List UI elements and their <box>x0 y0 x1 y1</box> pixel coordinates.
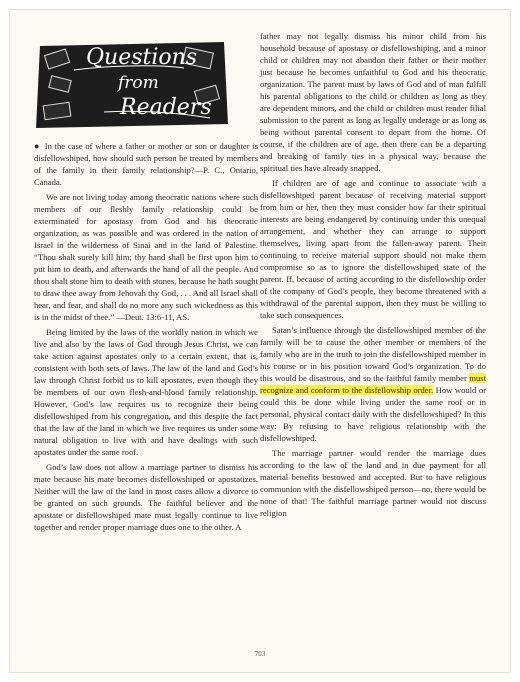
answer-paragraph-1: We are not living today among theocratic nations where such members of our fleshly family relationship could be exterminated for apostasy from God and his theocratic organization, as was possible and was ordered in the nation of Israel in the wilderness of Sinai and in the land of Palestine. “Thou shalt surely kill him; thy hand shall be first upon him to put him to death, and afterwards the hand of all the people. And thou shalt stone him to death with stones, because he hath sought to draw thee away from Jehovah thy God, . . . And all Israel shall hear, and fear, and shall do no more any such wickedness as this is in the midst of thee.” —Deut. 13:6-11, AS. <box>34 192 258 322</box>
highlighted-text: must recognize and conform to the disfellowship order. <box>260 373 486 395</box>
answer-paragraph-6 <box>260 324 486 444</box>
bullet-icon: ● <box>34 141 41 151</box>
magazine-page <box>10 10 510 672</box>
paragraph-text: Satan’s influence through the disfellowshiped member of the family will be to cause the other member or members of the family who are in the truth to join the disfellowshiped member in his course or in his position toward God’s organization. To do this would be disastrous, and so the faithful family member <box>260 325 486 383</box>
banner-line-readers: Readers <box>120 95 212 120</box>
banner-line-from: from <box>118 73 159 93</box>
answer-paragraph-4: father may not legally dismiss his minor child from his household because of apostasy or disfellowshiping, and a minor child or children may not abandon their father or their mother just because he becomes unfaithful to God and his theocratic organization. The parent must by laws of God and of man fulfill his parental obligations to the child or children as long as they are dependent minors, and the child or children must render filial submission to the parent as long as legally underage or as long as being without parental consent to depart from the home. Of course, if the children are of age, then there can be a departing and breaking of family ties in a physical way, because the spiritual ties have already snapped. <box>260 31 486 173</box>
reader-question <box>34 140 258 188</box>
question-text: In the case of where a father or mother or son or daughter is disfellowshiped, how should such person be treated by members of the family in their family relationship?—P. C., Ontario, Canada. <box>34 141 259 187</box>
right-column <box>260 30 486 522</box>
answer-paragraph-7: The marriage partner would render the marriage dues according to the law of the land and in due payment for all material benefits bestowed and accepted. But to have religious communion with the disfellowshiped person—no, there would be none of that! The faithful marriage partner would not discuss religion <box>260 448 486 518</box>
banner-graphic <box>34 38 230 130</box>
answer-paragraph-2: Being limited by the laws of the worldly nation in which we live and also by the laws of God through Jesus Christ, we can take action against apostates only to a certain extent, that is, consistent with both sets of laws. The law of the land and God’s law through Christ forbid us to kill apostates, even though they be members of our own flesh-and-blood family relationship. However, God’s law requires us to recognize their being disfellowshiped from his congregation, and this despite the fact that the law of the land in which we live requires us under some natural obligation to live with and have dealings with such apostates under the same roof. <box>34 327 258 457</box>
banner-line-questions: Questions <box>86 45 198 70</box>
questions-from-readers-banner <box>34 38 230 130</box>
left-column <box>34 38 258 536</box>
paragraph-text: How would or could this be done while living under the same roof or in personal, physical contact daily with the disfellowshiped? In this way: By refusing to have religious relationship with the disfellowshiped. <box>260 385 486 443</box>
answer-paragraph-3: God’s law does not allow a marriage partner to dismiss his mate because his mate becomes disfellowshiped or apostatizes. Neither will the law of the land in most cases allow a divorce to be granted on such grounds. The faithful believer and the apostate or disfellowshiped mate must legally continue to live together and render proper marriage dues one to the other. A <box>34 462 258 532</box>
answer-paragraph-5: If children are of age and continue to associate with a disfellowshiped parent because of receiving material support from him or her, then they must consider how far their spiritual interests are being endangered by continuing under this unequal arrangement, and whether they can arrange to support themselves, living apart from the fallen-away parent. Their continuing to receive material support should not make them compromise so as to ignore the disfellowshiped state of the parent. If, because of acting according to the disfellowship order of the company of God’s people, they become threatened with a withdrawal of the parental support, then they must be willing to take such consequences. <box>260 178 486 320</box>
page-number: 703 <box>254 650 266 658</box>
